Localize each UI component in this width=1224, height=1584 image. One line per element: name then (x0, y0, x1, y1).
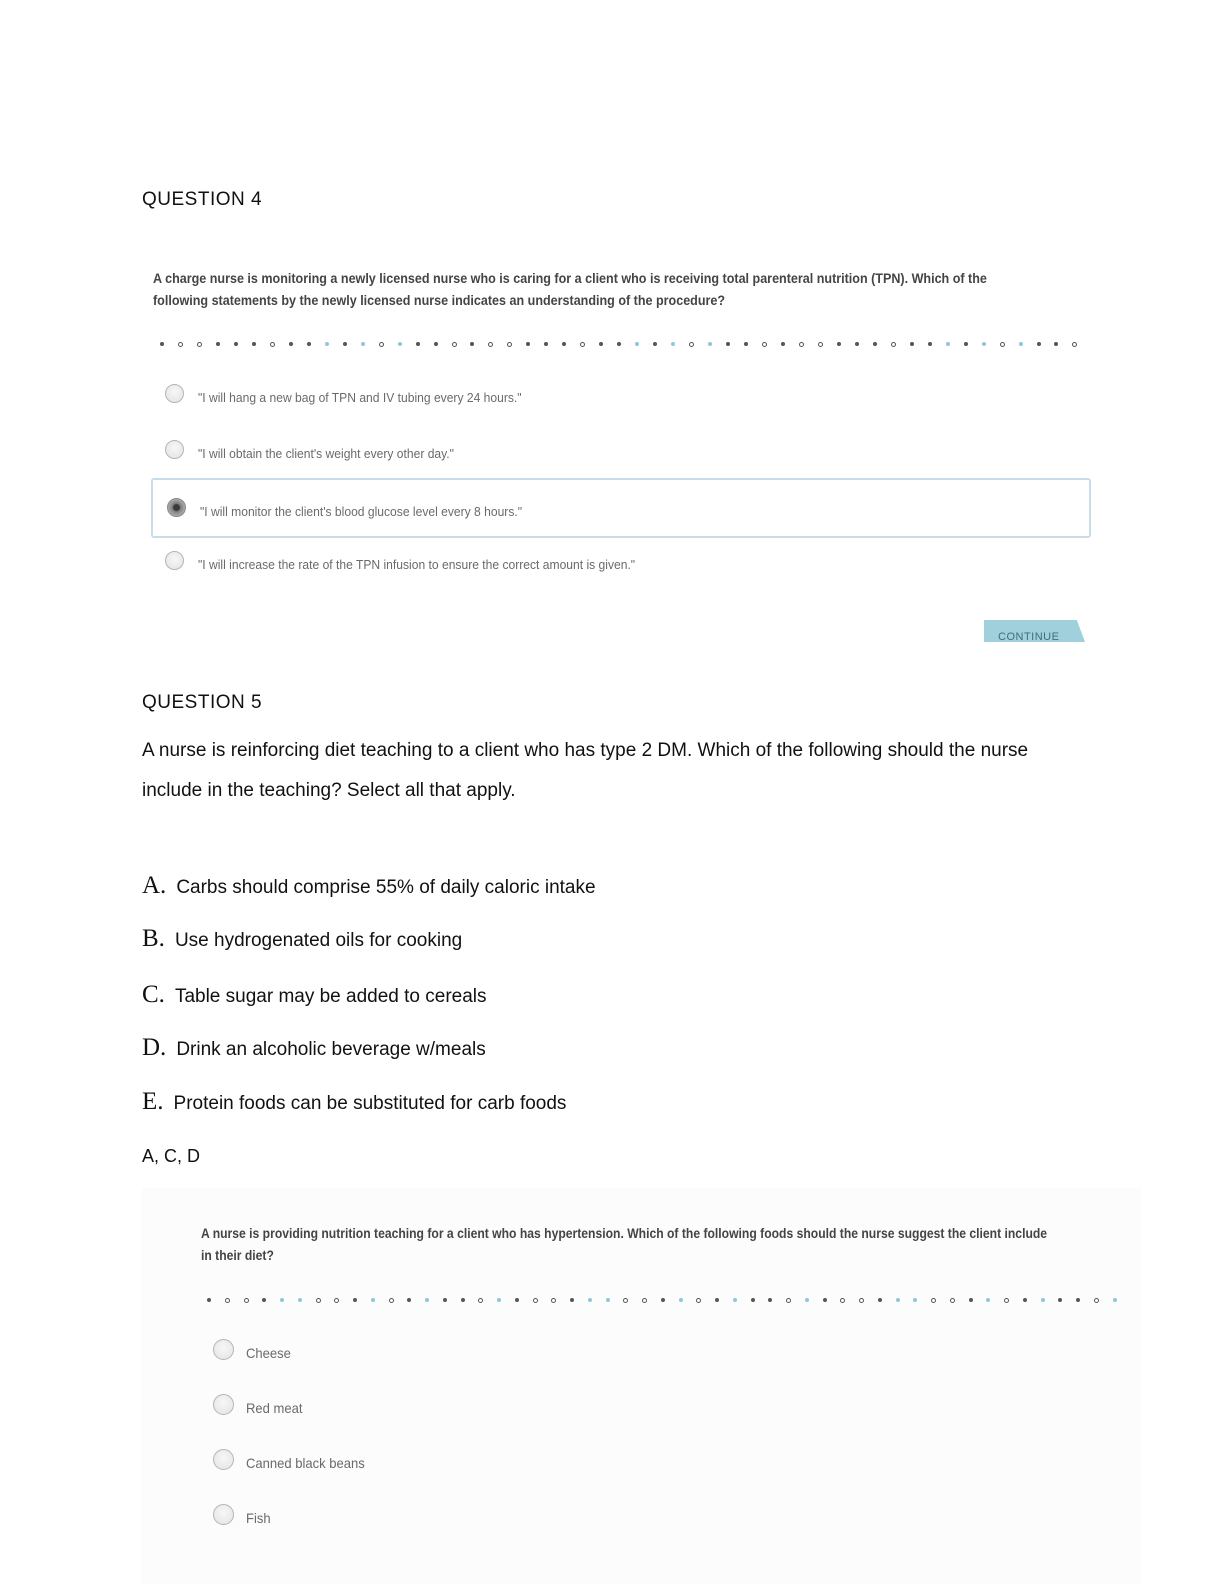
question-4-stem-line-1: A charge nurse is monitoring a newly licensed nurse who is caring for a client who is receiving total parenteral nutrition (TPN). Which of the (153, 271, 987, 286)
progress-dot (661, 1298, 665, 1302)
question-4-stem (153, 268, 1153, 312)
progress-dot (515, 1298, 519, 1302)
progress-dot (878, 1298, 882, 1302)
q4-option-3-label: "I will monitor the client's blood glucose level every 8 hours." (200, 504, 523, 519)
progress-dot (262, 1298, 266, 1302)
progress-dot (726, 342, 730, 346)
q4-option-2-label: "I will obtain the client's weight every other day." (198, 446, 454, 461)
radio-button-selected[interactable] (167, 498, 186, 517)
progress-dot (353, 1298, 357, 1302)
progress-dot (805, 1298, 809, 1302)
progress-dot (526, 342, 530, 346)
progress-dot (733, 1298, 737, 1302)
progress-dot (580, 342, 585, 347)
radio-button[interactable] (213, 1504, 234, 1525)
progress-dot (478, 1298, 483, 1303)
choice-text: Table sugar may be added to cereals (174, 986, 487, 1007)
progress-dot (1041, 1298, 1045, 1302)
progress-dot (1023, 1298, 1027, 1302)
progress-dot (823, 1298, 827, 1302)
progress-dot (270, 342, 275, 347)
progress-dot (434, 342, 438, 346)
radio-button[interactable] (165, 551, 184, 570)
question-5-heading: QUESTION 5 (142, 692, 263, 713)
progress-dot (1054, 342, 1058, 346)
radio-button[interactable] (213, 1449, 234, 1470)
progress-dot (751, 1298, 755, 1302)
progress-dot (855, 342, 859, 346)
choice-letter: B. (142, 925, 165, 952)
progress-dot (623, 1298, 628, 1303)
progress-dot (389, 1298, 394, 1303)
progress-dot (768, 1298, 772, 1302)
question-5-answer: A, C, D (142, 1146, 201, 1166)
choice-b (142, 925, 462, 953)
choice-text: Carbs should comprise 55% of daily caloric intake (176, 877, 596, 898)
progress-dot (325, 342, 329, 346)
choice-text: Protein foods can be substituted for carb foods (173, 1093, 567, 1114)
progress-dot (781, 342, 785, 346)
progress-dot (178, 342, 183, 347)
radio-button[interactable] (165, 384, 184, 403)
choice-letter: D. (142, 1034, 167, 1061)
progress-dot (689, 342, 694, 347)
progress-dot (207, 1298, 211, 1302)
continue-button-label: CONTINUE (998, 631, 1060, 642)
progress-dots (207, 1297, 1117, 1303)
progress-dot (551, 1298, 556, 1303)
progress-dot (216, 342, 220, 346)
choice-letter: A. (142, 872, 167, 899)
q4-option-4-label: "I will increase the rate of the TPN infusion to ensure the correct amount is given." (198, 557, 636, 572)
q4-option-1-label: "I will hang a new bag of TPN and IV tubing every 24 hours." (198, 390, 522, 405)
question-4-heading: QUESTION 4 (142, 189, 263, 210)
progress-dot (1004, 1298, 1009, 1303)
progress-dot (969, 1298, 973, 1302)
choice-a (142, 872, 596, 900)
progress-dot (744, 342, 748, 346)
progress-dot (1058, 1298, 1062, 1302)
q4-option-3-selected[interactable] (151, 478, 1091, 538)
progress-dot (160, 342, 164, 346)
progress-dot (234, 342, 238, 346)
progress-dot (617, 342, 621, 346)
progress-dot (298, 1298, 302, 1302)
progress-dot (488, 342, 493, 347)
progress-dot (653, 342, 657, 346)
progress-dot (982, 342, 986, 346)
progress-dot (280, 1298, 284, 1302)
choice-text: Use hydrogenated oils for cooking (174, 930, 463, 951)
choice-e (142, 1088, 566, 1116)
continue-button[interactable] (984, 612, 1088, 642)
progress-dot (696, 1298, 701, 1303)
progress-dots (160, 341, 1078, 347)
progress-dot (470, 342, 474, 346)
progress-dot (588, 1298, 592, 1302)
progress-dot (913, 1298, 917, 1302)
progress-dot (1019, 342, 1023, 346)
progress-dot (361, 342, 365, 346)
progress-dot (873, 342, 877, 346)
progress-dot (452, 342, 457, 347)
progress-dot (497, 1298, 501, 1302)
progress-dot (307, 342, 311, 346)
choice-letter: C. (142, 981, 165, 1008)
progress-dot (443, 1298, 447, 1302)
progress-dot (334, 1298, 339, 1303)
progress-dot (818, 342, 823, 347)
progress-dot (289, 342, 293, 346)
progress-dot (507, 342, 512, 347)
q6-option-2-label: Red meat (246, 1400, 303, 1416)
progress-dot (964, 342, 968, 346)
progress-dot (398, 342, 402, 346)
progress-dot (679, 1298, 683, 1302)
progress-dot (840, 1298, 845, 1303)
progress-dot (891, 342, 896, 347)
choice-text: Drink an alcoholic beverage w/meals (176, 1039, 486, 1060)
choice-c (142, 981, 487, 1009)
progress-dot (425, 1298, 429, 1302)
progress-dot (379, 342, 384, 347)
progress-dot (859, 1298, 864, 1303)
progress-dot (544, 342, 548, 346)
q6-option-4-label: Fish (246, 1510, 271, 1526)
question-5-stem: A nurse is reinforcing diet teaching to a client who has type 2 DM. Which of the following should the nurse include in the teaching? Select all that apply. (142, 740, 1029, 801)
progress-dot (931, 1298, 936, 1303)
progress-dot (407, 1298, 411, 1302)
question-4-stem-line-2: following statements by the newly licensed nurse indicates an understanding of the procedure? (153, 293, 726, 308)
progress-dot (244, 1298, 249, 1303)
radio-button[interactable] (213, 1394, 234, 1415)
progress-dot (642, 1298, 647, 1303)
radio-button[interactable] (165, 440, 184, 459)
radio-button[interactable] (213, 1339, 234, 1360)
progress-dot (1000, 342, 1005, 347)
progress-dot (197, 342, 202, 347)
progress-dot (986, 1298, 990, 1302)
progress-dot (708, 342, 712, 346)
progress-dot (562, 342, 566, 346)
progress-dot (416, 342, 420, 346)
progress-dot (371, 1298, 375, 1302)
progress-dot (461, 1298, 465, 1302)
progress-dot (928, 342, 932, 346)
progress-dot (671, 342, 675, 346)
progress-dot (715, 1298, 719, 1302)
progress-dot (946, 342, 950, 346)
q6-option-1-label: Cheese (246, 1345, 291, 1361)
progress-dot (762, 342, 767, 347)
progress-dot (570, 1298, 574, 1302)
progress-dot (316, 1298, 321, 1303)
progress-dot (225, 1298, 230, 1303)
progress-dot (837, 342, 841, 346)
progress-dot (896, 1298, 900, 1302)
progress-dot (343, 342, 347, 346)
progress-dot (1037, 342, 1041, 346)
progress-dot (1113, 1298, 1117, 1302)
progress-dot (635, 342, 639, 346)
question-6-stem-line-2: in their diet? (201, 1248, 274, 1263)
choice-d (142, 1034, 486, 1062)
progress-dot (950, 1298, 955, 1303)
progress-dot (533, 1298, 538, 1303)
progress-dot (252, 342, 256, 346)
choice-letter: E. (142, 1088, 164, 1115)
q6-option-3-label: Canned black beans (246, 1455, 365, 1471)
progress-dot (1072, 342, 1077, 347)
progress-dot (799, 342, 804, 347)
progress-dot (1094, 1298, 1099, 1303)
progress-dot (599, 342, 603, 346)
progress-dot (606, 1298, 610, 1302)
question-6-stem (201, 1223, 1161, 1267)
progress-dot (1076, 1298, 1080, 1302)
question-6-stem-line-1: A nurse is providing nutrition teaching for a client who has hypertension. Which of the following foods should the nurse suggest the client include (201, 1226, 1048, 1241)
progress-dot (786, 1298, 791, 1303)
progress-dot (910, 342, 914, 346)
